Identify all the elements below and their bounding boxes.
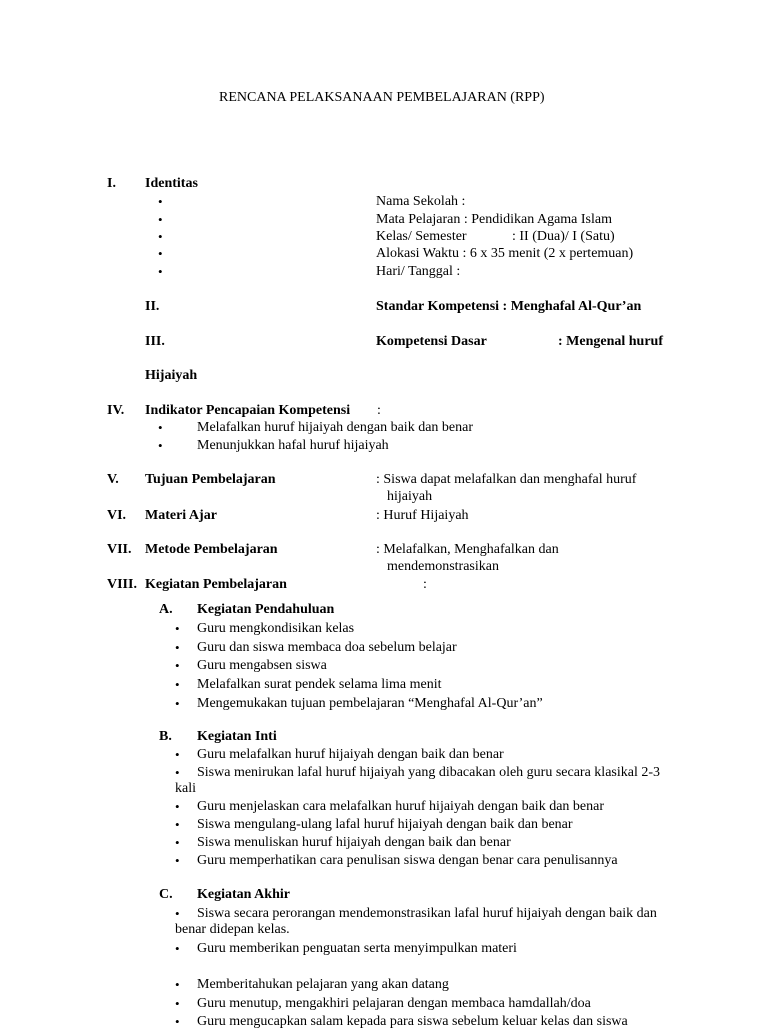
section-value: : Melafalkan, Menghafalkan dan: [376, 542, 559, 557]
list-item: Memberitahukan pelajaran yang akan datang: [197, 977, 449, 992]
list-item-continued: benar didepan kelas.: [175, 922, 290, 937]
section-colon: :: [423, 577, 427, 592]
list-item-continued: kali: [175, 781, 196, 796]
section-heading: Kegiatan Pembelajaran: [145, 577, 287, 592]
section-number: VIII.: [107, 577, 137, 592]
bullet-icon: •: [175, 640, 180, 655]
list-item: Guru dan siswa membaca doa sebelum belajar: [197, 640, 457, 655]
bullet-icon: •: [175, 941, 180, 956]
bullet-icon: •: [175, 621, 180, 636]
list-item: Guru mengkondisikan kelas: [197, 621, 355, 636]
section-number: VII.: [107, 542, 132, 557]
section-number: IV.: [107, 403, 125, 418]
bullet-icon: •: [175, 977, 180, 992]
list-item: Siswa mengulang-ulang lafal huruf hijaiyah dengan baik dan benar: [197, 817, 573, 832]
section-number: I.: [107, 176, 116, 191]
subsection-letter: A.: [159, 602, 173, 617]
bullet-icon: •: [175, 835, 180, 850]
section-value: : Huruf Hijaiyah: [376, 508, 469, 523]
bullet-icon: •: [158, 194, 163, 209]
list-item: Melafalkan huruf hijaiyah dengan baik dan benar: [197, 420, 474, 435]
list-item: Guru menutup, mengakhiri pelajaran dengan membaca hamdallah/doa: [197, 996, 591, 1011]
subsection-heading: Kegiatan Pendahuluan: [197, 602, 335, 617]
section-heading: Materi Ajar: [145, 508, 217, 523]
subsection-heading: Kegiatan Inti: [197, 729, 277, 744]
section-heading: Kompetensi Dasar: [376, 334, 487, 349]
list-item: Melafalkan surat pendek selama lima menit: [197, 677, 442, 692]
list-item: Kelas/ Semester: [376, 229, 467, 244]
list-item: Guru memberikan penguatan serta menyimpulkan materi: [197, 941, 517, 956]
section-value-continued: Hijaiyah: [145, 368, 198, 383]
bullet-icon: •: [175, 799, 180, 814]
list-item: Guru melafalkan huruf hijaiyah dengan baik dan benar: [197, 747, 504, 762]
subsection-heading: Kegiatan Akhir: [197, 887, 290, 902]
bullet-icon: •: [158, 264, 163, 279]
bullet-icon: •: [175, 996, 180, 1011]
list-item: Nama Sekolah :: [376, 194, 466, 209]
section-heading: Indikator Pencapaian Kompetensi: [145, 403, 351, 418]
bullet-icon: •: [175, 677, 180, 692]
bullet-icon: •: [175, 765, 180, 780]
section-value: : Mengenal huruf: [558, 334, 663, 349]
bullet-icon: •: [175, 747, 180, 762]
list-item: Mengemukakan tujuan pembelajaran “Menghafal Al-Qur’an”: [197, 696, 543, 711]
list-item: Guru mengucapkan salam kepada para siswa sebelum keluar kelas dan siswa: [197, 1014, 628, 1029]
subsection-letter: B.: [159, 729, 172, 744]
list-item-value: : II (Dua)/ I (Satu): [512, 229, 615, 244]
list-item: Guru mengabsen siswa: [197, 658, 327, 673]
bullet-icon: •: [158, 438, 163, 453]
list-item: Mata Pelajaran : Pendidikan Agama Islam: [376, 212, 612, 227]
section-number: VI.: [107, 508, 127, 523]
list-item: Siswa menirukan lafal huruf hijaiyah yang dibacakan oleh guru secara klasikal 2-3: [197, 765, 661, 780]
bullet-icon: •: [175, 853, 180, 868]
list-item: Menunjukkan hafal huruf hijaiyah: [197, 438, 389, 453]
section-value: : Siswa dapat melafalkan dan menghafal huruf: [376, 472, 637, 487]
document-title: RENCANA PELAKSANAAN PEMBELAJARAN (RPP): [219, 90, 545, 105]
subsection-letter: C.: [159, 887, 173, 902]
section-value-continued: mendemonstrasikan: [387, 559, 499, 574]
bullet-icon: •: [175, 817, 180, 832]
bullet-icon: •: [175, 906, 180, 921]
section-colon: :: [377, 403, 381, 418]
section-value-continued: hijaiyah: [387, 489, 433, 504]
bullet-icon: •: [158, 420, 163, 435]
list-item: Siswa menuliskan huruf hijaiyah dengan baik dan benar: [197, 835, 511, 850]
bullet-icon: •: [175, 1014, 180, 1029]
bullet-icon: •: [175, 658, 180, 673]
section-heading: Tujuan Pembelajaran: [145, 472, 276, 487]
list-item: Alokasi Waktu : 6 x 35 menit (2 x pertemuan): [376, 246, 634, 261]
list-item: Guru memperhatikan cara penulisan siswa dengan benar cara penulisannya: [197, 853, 618, 868]
section-heading: Metode Pembelajaran: [145, 542, 278, 557]
section-heading: Identitas: [145, 176, 198, 191]
list-item: Hari/ Tanggal :: [376, 264, 461, 279]
section-heading: Standar Kompetensi : Menghafal Al-Qur’an: [376, 299, 642, 314]
bullet-icon: •: [175, 696, 180, 711]
section-number: III.: [145, 334, 165, 349]
section-number: II.: [145, 299, 160, 314]
bullet-icon: •: [158, 212, 163, 227]
section-number: V.: [107, 472, 119, 487]
bullet-icon: •: [158, 229, 163, 244]
list-item: Guru menjelaskan cara melafalkan huruf hijaiyah dengan baik dan benar: [197, 799, 604, 814]
list-item: Siswa secara perorangan mendemonstrasikan lafal huruf hijaiyah dengan baik dan: [197, 906, 657, 921]
bullet-icon: •: [158, 246, 163, 261]
